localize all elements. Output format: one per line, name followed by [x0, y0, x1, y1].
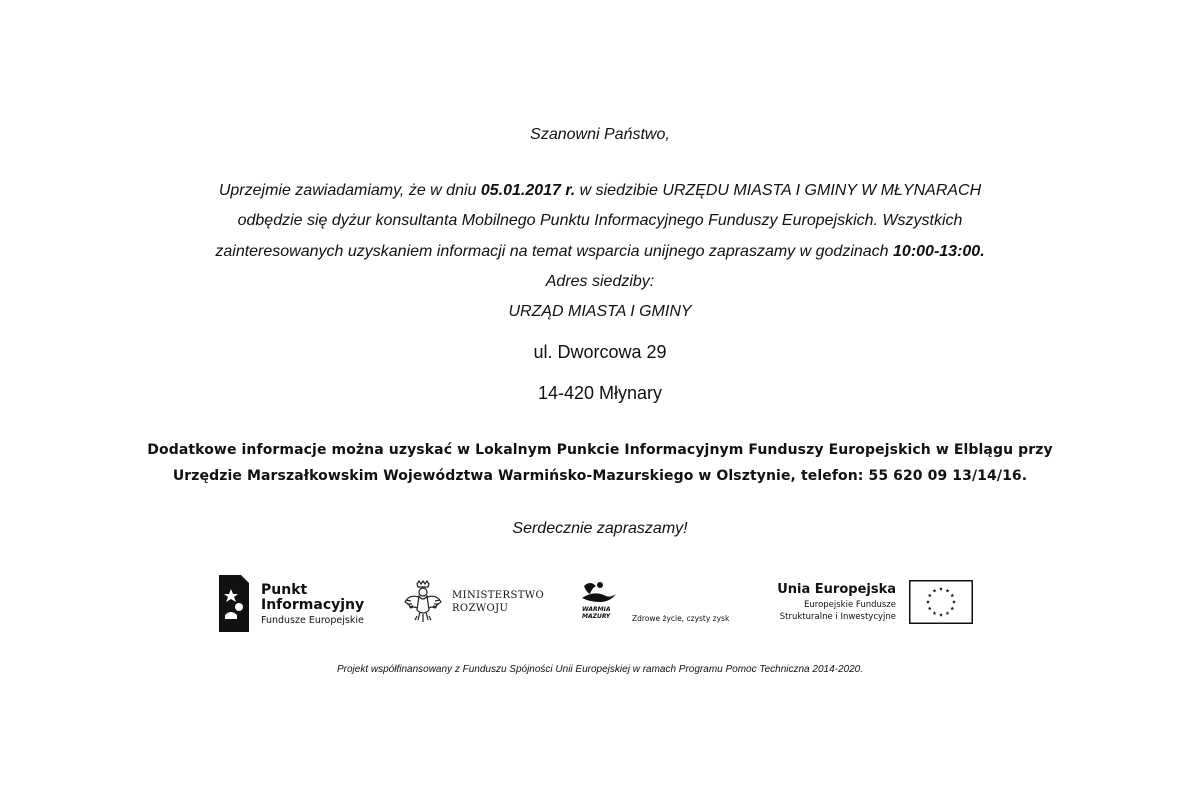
ministerstwo-logo-line-1: MINISTERSTWO	[452, 590, 545, 601]
address-street: ul. Dworcowa 29	[533, 342, 667, 362]
info-line-1: Dodatkowe informacje można uzyskać w Lokalnym Punkcie Informacyjnym Funduszy Europejskich w Elblągu przy	[147, 442, 1053, 458]
ue-logo-line-3: Strukturalne i Inwestycyjne	[779, 612, 896, 622]
warmia-slogan: Zdrowe życie, czysty zysk	[632, 614, 730, 623]
warmia-mazury-logo-icon	[580, 580, 620, 606]
event-date: 05.01.2017 r.	[480, 182, 576, 199]
warmia-logo-line-1: WARMIA	[582, 606, 611, 613]
announcement-line-3	[0, 243, 1200, 261]
footer-note: Projekt współfinansowany z Funduszu Spójności Unii Europejskiej w ramach Programu Pomoc Techniczna 2014-2020.	[336, 664, 863, 675]
event-hours: 10:00-13:00.	[893, 243, 985, 260]
salutation: Szanowni Państwo,	[530, 126, 670, 143]
announcement-line-2: odbędzie się dyżur konsultanta Mobilnego Punktu Informacyjnego Funduszy Europejskich. Wszystkich	[237, 212, 963, 229]
punkt-logo-line-1: Punkt	[261, 582, 308, 598]
closing: Serdecznie zapraszamy!	[512, 520, 688, 537]
announcement-line-3-pre: zainteresowanych uzyskaniem informacji na temat wsparcia unijnego zapraszamy w godzinach	[215, 243, 894, 260]
eu-flag-icon	[909, 580, 973, 624]
address-city: 14-420 Młynary	[537, 383, 663, 403]
ministerstwo-logo-line-2: ROZWOJU	[452, 603, 509, 614]
punkt-logo-line-2: Informacyjny	[261, 597, 365, 613]
polish-eagle-emblem-icon	[403, 580, 443, 624]
ue-logo-line-1: Unia Europejska	[777, 582, 896, 597]
announcement-line-1	[0, 182, 1200, 200]
ue-logo-line-2: Europejskie Fundusze	[804, 600, 896, 610]
warmia-logo-line-2: MAZURY	[582, 613, 611, 620]
address-name: URZĄD MIASTA I GMINY	[508, 303, 692, 320]
address-label: Adres siedziby:	[545, 273, 655, 290]
punkt-informacyjny-logo-icon	[219, 575, 249, 632]
announcement-line-1-post: w siedzibie URZĘDU MIASTA I GMINY W MŁYNARACH	[575, 182, 982, 199]
info-line-2: Urzędzie Marszałkowskim Województwa Warmińsko-Mazurskiego w Olsztynie, telefon: 55 620 09 13/14/16.	[172, 468, 1028, 484]
announcement-line-1-pre: Uprzejmie zawiadamiamy, że w dniu	[218, 182, 481, 199]
punkt-logo-line-3: Fundusze Europejskie	[261, 615, 364, 626]
